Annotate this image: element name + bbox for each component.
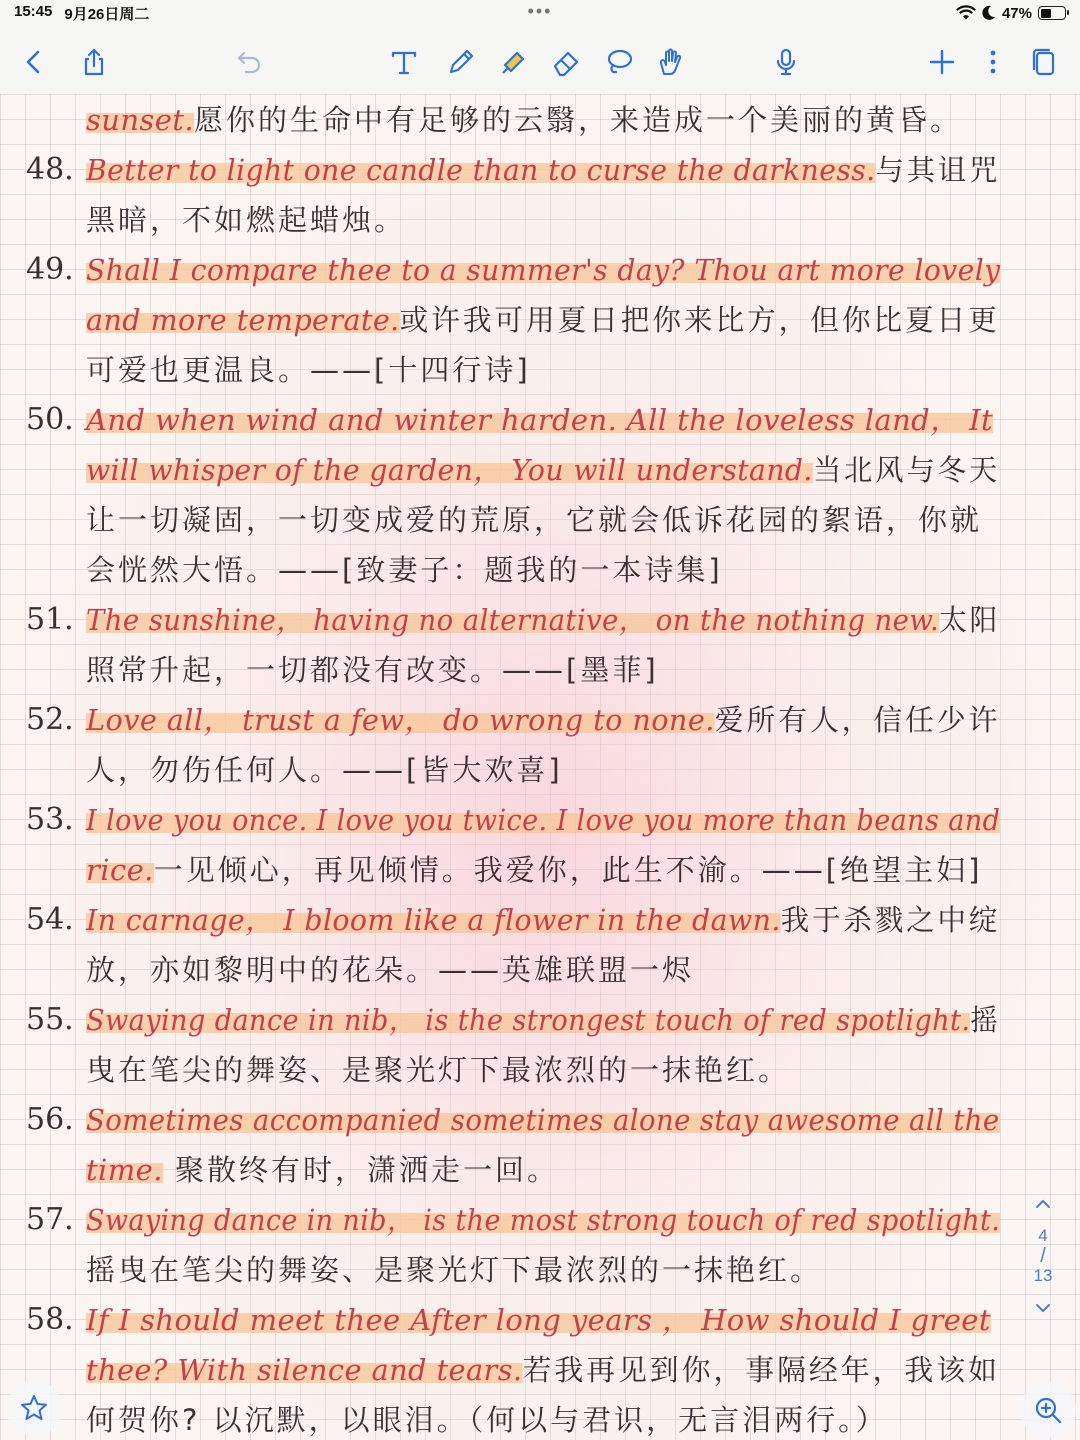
pen-tool-button[interactable] [443, 44, 479, 80]
item-number: 56. [26, 1102, 74, 1137]
eraser-icon [551, 47, 581, 77]
chinese-text: 让一切凝固，一切变成爱的荒原，它就会低诉花园的絮语，你就 [86, 503, 983, 537]
handwritten-line [86, 148, 1000, 192]
text-icon [389, 47, 419, 77]
handwritten-line [86, 798, 1000, 842]
english-text: thee? With silence and tears. [86, 1353, 523, 1387]
item-number: 49. [26, 252, 74, 287]
english-text: Shall I compare thee to a summer's day? Thou art more lovely [86, 253, 1001, 287]
handwritten-line [86, 198, 406, 242]
handwritten-line [86, 448, 1000, 492]
chinese-text: 黑暗，不如燃起蜡烛。 [86, 203, 407, 237]
handwritten-line [86, 248, 1000, 292]
handwritten-line [86, 298, 1000, 342]
item-number: 51. [26, 602, 74, 637]
battery-level [1041, 9, 1052, 18]
shape-tool-button[interactable] [652, 44, 688, 80]
chinese-text: 人，勿伤任何人。——[皆大欢喜] [86, 753, 563, 787]
chinese-text: 摇曳在笔尖的舞姿、是聚光灯下最浓烈的一抹艳红。 [86, 1253, 823, 1287]
handwritten-line [86, 348, 531, 392]
english-text: Swaying dance in nib， is the strongest touch of red spotlight. [86, 1003, 971, 1037]
chinese-text: 一见倾心，再见倾情。我爱你，此生不渝。——[绝望主妇] [153, 853, 983, 887]
lasso-tool-button[interactable] [601, 44, 637, 80]
item-number: 55. [26, 1002, 74, 1037]
english-text: sunset. [86, 103, 194, 137]
more-button[interactable] [975, 44, 1011, 80]
page-total: 13 [1033, 1266, 1053, 1285]
lasso-icon [604, 47, 634, 77]
highlighter-tool-button[interactable] [496, 44, 532, 80]
chinese-text: 当北风与冬天 [812, 453, 1001, 487]
highlighter-icon [499, 47, 529, 77]
eraser-tool-button[interactable] [548, 44, 584, 80]
status-bar [0, 0, 1080, 26]
handwritten-line [86, 1398, 888, 1440]
battery-icon [1038, 6, 1066, 20]
handwritten-line [86, 898, 1000, 942]
chinese-text: 太阳 [939, 603, 1000, 637]
undo-button[interactable] [231, 44, 267, 80]
chinese-text: 若我再见到你，事隔经年，我该如 [522, 1353, 1000, 1387]
moon-icon [982, 5, 996, 21]
page-down-chevron-icon[interactable] [1033, 1300, 1053, 1316]
chinese-text: 爱所有人，信任少许 [714, 703, 1001, 737]
handwritten-line [86, 1198, 1000, 1242]
handwritten-line [86, 848, 982, 892]
shape-hand-icon [655, 47, 685, 77]
chinese-text: 我于杀戮之中绽 [780, 903, 1001, 937]
share-button[interactable] [76, 44, 112, 80]
chinese-text: 摇 [970, 1003, 1001, 1037]
item-number: 57. [26, 1202, 74, 1237]
handwritten-line [86, 98, 962, 142]
pages-button[interactable] [1026, 44, 1062, 80]
chinese-text: 愿你的生命中有足够的云翳，来造成一个美丽的黄昏。 [193, 103, 962, 137]
multitasking-dots-icon[interactable]: ••• [527, 1, 553, 21]
handwritten-line [86, 1048, 790, 1092]
chinese-text: 与其诅咒 [875, 153, 1001, 187]
favorite-button[interactable] [6, 1380, 62, 1436]
item-number: 53. [26, 802, 74, 837]
battery-percent: 47% [1001, 4, 1032, 22]
page-current: 4 [1038, 1226, 1048, 1245]
handwritten-line [86, 1248, 822, 1292]
handwritten-line [86, 948, 694, 992]
more-icon [978, 47, 1008, 77]
handwritten-line [86, 398, 993, 442]
share-icon [79, 47, 109, 77]
english-text: Swaying dance in nib， is the most strong touch of red spotlight. [86, 1203, 1001, 1237]
pen-icon [446, 47, 476, 77]
item-number: 48. [26, 152, 74, 187]
add-page-button[interactable] [924, 44, 960, 80]
handwritten-line [86, 1298, 991, 1342]
zoom-button[interactable] [1020, 1382, 1076, 1438]
page-indicator [1018, 1196, 1068, 1344]
english-text: The sunshine， having no alternative， on the nothing new. [86, 603, 940, 637]
star-icon [19, 1393, 49, 1423]
chinese-text: 照常升起，一切都没有改变。——[墨菲] [86, 653, 659, 687]
handwritten-line [86, 598, 1000, 642]
status-right [956, 5, 1066, 22]
handwritten-line [86, 548, 723, 592]
english-text: and more temperate. [86, 303, 400, 337]
back-button[interactable] [16, 44, 52, 80]
toolbar [0, 30, 1080, 94]
english-text: rice. [86, 853, 154, 887]
pages-icon [1029, 47, 1059, 77]
undo-icon [234, 47, 264, 77]
wifi-icon [956, 5, 976, 21]
chinese-text: 聚散终有时，潇洒走一回。 [162, 1153, 560, 1187]
chinese-text: 或许我可用夏日把你来比方，但你比夏日更 [399, 303, 1000, 337]
english-text: time. [86, 1153, 163, 1187]
english-text: I love you once. I love you twice. I love you more than beans and [86, 803, 1001, 837]
handwritten-line [86, 1098, 1000, 1142]
status-date: 9月26日周二 [64, 5, 150, 23]
chinese-text: 放，亦如黎明中的花朵。——英雄联盟一烬 [86, 953, 695, 987]
item-number: 54. [26, 902, 74, 937]
handwritten-line [86, 1148, 559, 1192]
zoom-in-icon [1033, 1395, 1063, 1425]
item-number: 52. [26, 702, 74, 737]
handwritten-line [86, 698, 1000, 742]
english-text: Better to light one candle than to curse the darkness. [86, 153, 876, 187]
chinese-text: 可爱也更温良。——[十四行诗] [86, 353, 531, 387]
handwritten-line [86, 998, 1000, 1042]
microphone-icon [771, 47, 801, 77]
english-text: Love all， trust a few， do wrong to none. [86, 703, 715, 737]
english-text: In carnage， I bloom like a flower in the dawn. [86, 903, 781, 937]
english-text: Sometimes accompanied sometimes alone stay awesome all the [86, 1103, 1000, 1137]
status-left [14, 3, 149, 24]
item-number: 50. [26, 402, 74, 437]
chinese-text: 曳在笔尖的舞姿、是聚光灯下最浓烈的一抹艳红。 [86, 1053, 791, 1087]
english-text: If I should meet thee After long years ， How should I greet [86, 1303, 991, 1337]
back-icon [19, 47, 49, 77]
add-icon [927, 47, 957, 77]
status-time: 15:45 [14, 2, 53, 20]
page-up-chevron-icon[interactable] [1033, 1196, 1053, 1212]
notebook-page[interactable] [0, 94, 1080, 1440]
handwritten-line [86, 498, 982, 542]
item-number: 58. [26, 1302, 74, 1337]
handwritten-line [86, 748, 563, 792]
text-tool-button[interactable] [386, 44, 422, 80]
chinese-text: 何贺你? 以沉默，以眼泪。（何以与君识，无言泪两行。） [86, 1403, 888, 1437]
english-text: And when wind and winter harden. All the loveless land， It [86, 403, 994, 437]
english-text: will whisper of the garden， You will understand. [86, 453, 813, 487]
chinese-text: 会恍然大悟。——[致妻子：题我的一本诗集] [86, 553, 723, 587]
handwritten-line [86, 648, 659, 692]
page-separator: / [1040, 1245, 1046, 1267]
handwritten-line [86, 1348, 1000, 1392]
microphone-button[interactable] [768, 44, 804, 80]
